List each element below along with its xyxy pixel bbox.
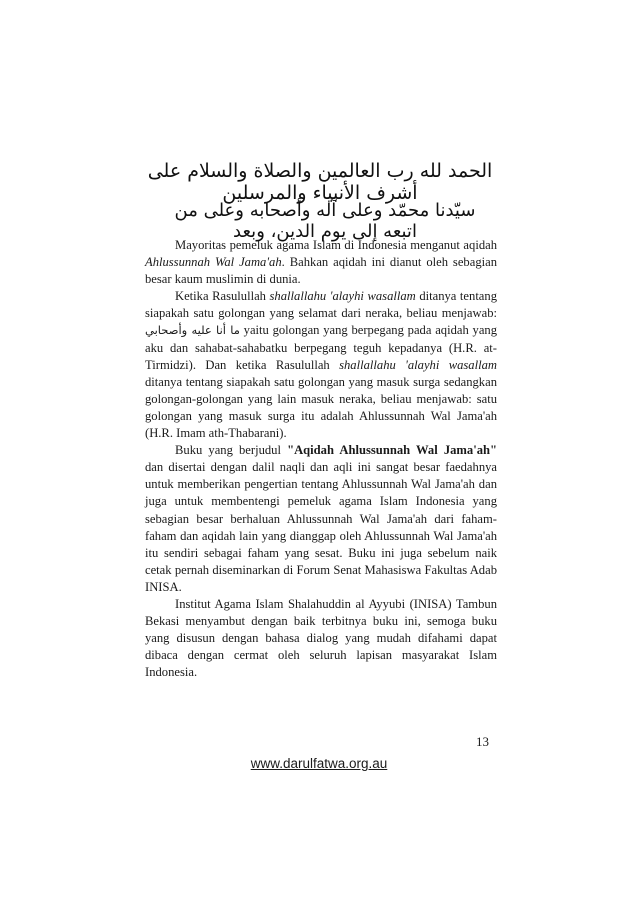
page-number: 13 xyxy=(476,734,489,749)
paragraph-2 xyxy=(145,288,497,442)
footer-url xyxy=(0,756,638,771)
paragraph-2-arabic-quote: ما أنا عليه وأصحابي xyxy=(145,323,240,338)
paragraph-1-italic-term: Ahlussunnah Wal Jama'ah xyxy=(145,255,282,270)
paragraph-2-text-c: yaitu golongan yang berpegang pada aqidah yang aku dan sahabat-sahabatku berpegang teguh kepadanya (H.R. at-Tirmidzi). Dan ketika Rasulullah xyxy=(145,323,497,372)
paragraph-4: Institut Agama Islam Shalahuddin al Ayyubi (INISA) Tambun Bekasi menyambut dengan baik terbitnya buku ini, semoga buku yang disusun dengan bahasa dialog yang mudah difahami dapat dibaca dengan cermat oleh seluruh lapisan masyarakat Islam Indonesia. xyxy=(145,596,497,680)
paragraph-1-text-b: . Bahkan aqidah ini dianut oleh sebagian besar kaum muslimin di dunia. xyxy=(145,255,497,287)
arabic-opening-line-2: سيّدنا محمّد وعلى آله وأصحابه وعلى من اتبعه إلى يوم الدين، وبعد xyxy=(174,200,476,242)
paragraph-3 xyxy=(145,442,497,596)
paragraph-2-text-a: Ketika Rasulullah xyxy=(175,289,270,304)
paragraph-3-text-a: Buku yang berjudul xyxy=(175,443,288,458)
paragraph-2-text-b: ditanya tentang siapakah satu golongan yang selamat dari neraka, beliau menjawab: xyxy=(145,289,497,321)
footer-link[interactable]: www.darulfatwa.org.au xyxy=(250,756,388,771)
paragraph-2-text-d: ditanya tentang siapakah satu golongan yang masuk surga sedangkan golongan-golongan yang lain masuk neraka, beliau menjawab: satu golongan yang masuk surga itu adalah Ahlussunnah Wal Jama'ah (H.R. Imam ath-Thabarani). xyxy=(145,374,497,441)
paragraph-1 xyxy=(145,237,497,288)
paragraph-3-book-title: "Aqidah Ahlussunnah Wal Jama'ah" xyxy=(287,443,497,458)
body-text xyxy=(145,237,497,681)
paragraph-1-text-a: Mayoritas pemeluk agama Islam di Indonesia menganut aqidah xyxy=(175,238,497,252)
paragraph-3-text-b: dan disertai dengan dalil naqli dan aqli ini sangat besar faedahnya untuk memberikan pengertian tentang Ahlussunnah Wal Jama'ah dan juga untuk membentengi pemeluk agama Islam Indonesia yang sebagian besar berhaluan Ahlussunnah Wal Jama'ah dari faham-faham dan aqidah lain yang dianggap oleh Ahlussunnah Wal Jama'ah itu sendiri sebagai faham yang sesat. Buku ini juga sebelum naik cetak pernah diseminarkan di Forum Senat Mahasiswa Fakultas Adab INISA. xyxy=(145,460,497,594)
paragraph-2-italic-salutation-1: shallallahu 'alayhi wasallam xyxy=(269,289,416,304)
paragraph-2-italic-salutation-2: shallallahu 'alayhi wasallam xyxy=(339,357,497,372)
arabic-opening-line-1: الحمد لله رب العالمين والصلاة والسلام على أشرف الأنبياء والمرسلين xyxy=(147,160,493,204)
